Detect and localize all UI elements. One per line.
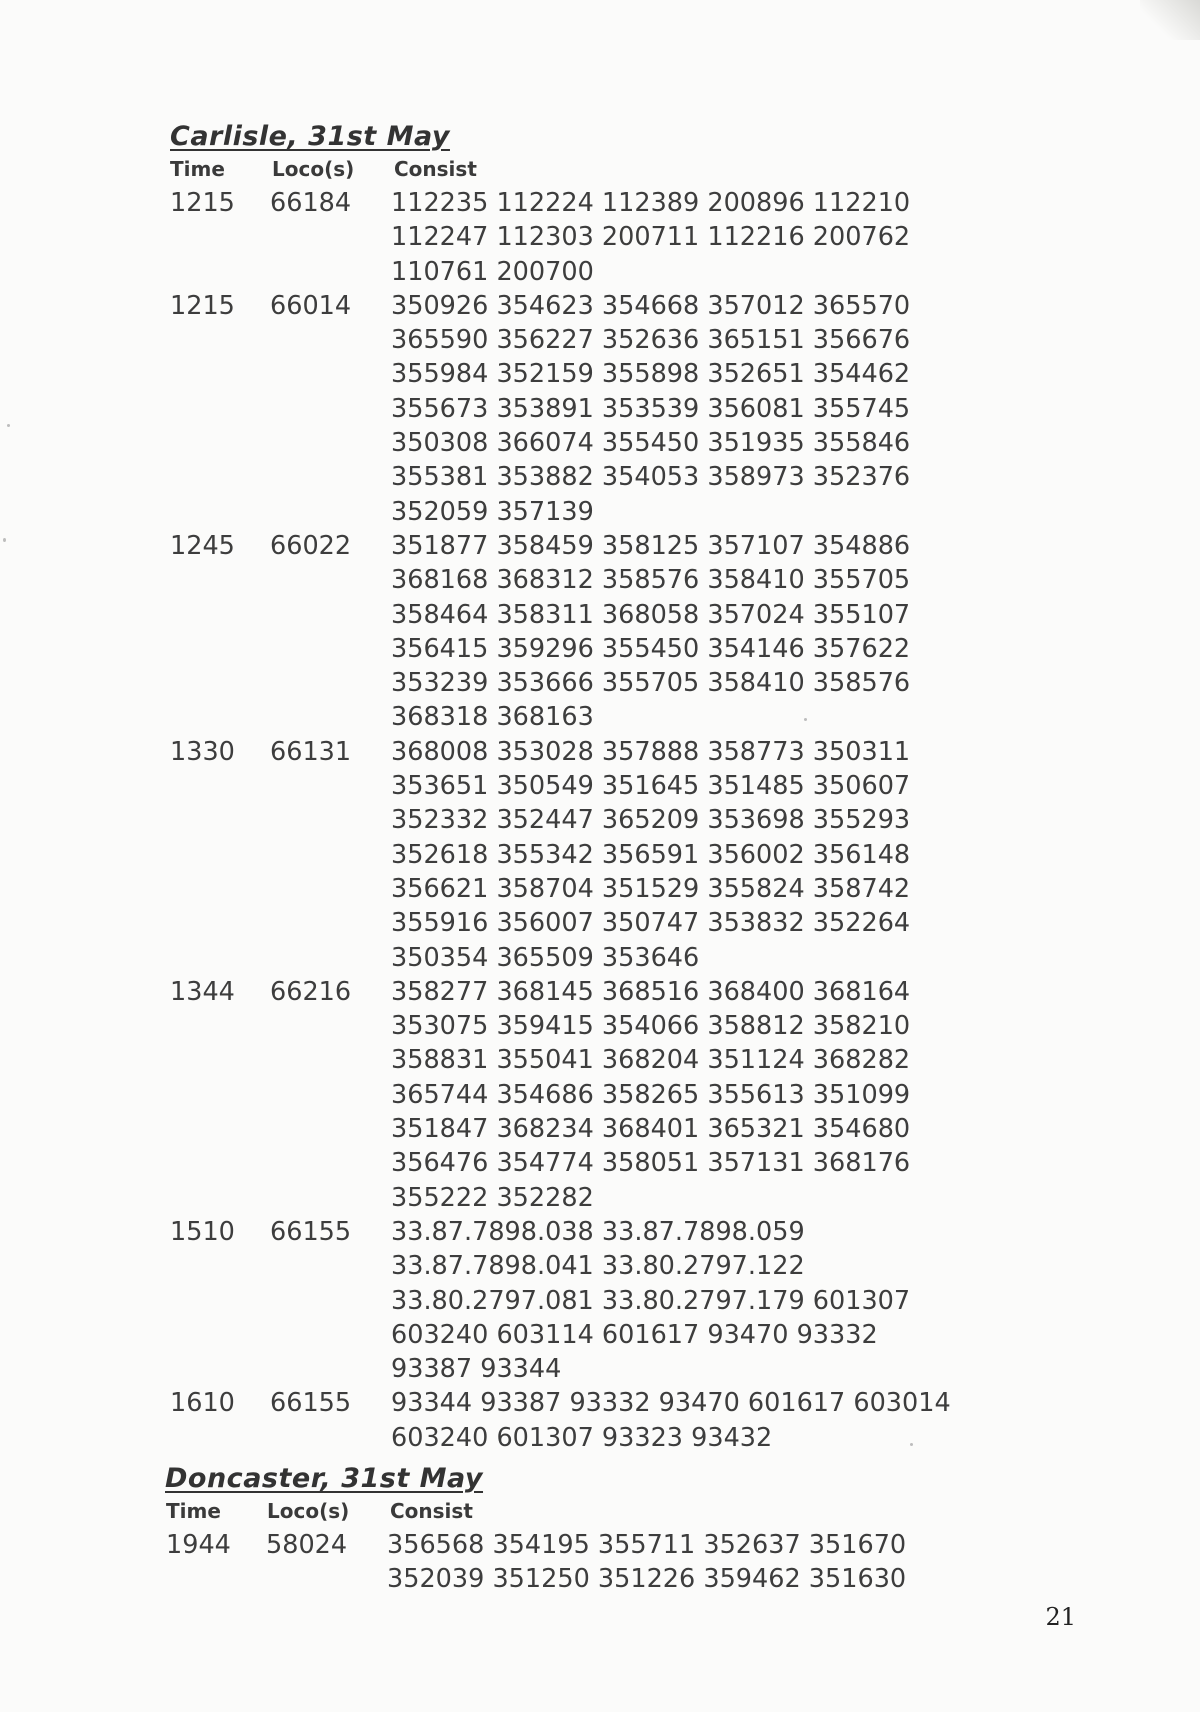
carlisle-movements [0,186,1200,1455]
row-loco: 66155 [270,1216,352,1247]
row-consist [391,1386,951,1455]
row-consist [391,1215,910,1386]
scan-speck [910,1443,913,1446]
consist-line: 356476 354774 358051 357131 368176 [391,1148,911,1179]
consist-line: 355381 353882 354053 358973 352376 [391,462,911,493]
row-time: 1330 [170,736,235,767]
row-loco: 66216 [270,976,352,1007]
consist-line: 351877 358459 358125 357107 354886 [391,530,911,561]
table-row [0,1386,1200,1455]
table-row [0,735,1200,975]
consist-line: 352618 355342 356591 356002 356148 [391,839,911,870]
consist-line: 365744 354686 358265 355613 351099 [391,1079,911,1110]
consist-line: 356568 354195 355711 352637 351670 [387,1530,907,1560]
consist-line: 350354 365509 353646 [391,942,700,973]
consist-line: 352039 351250 351226 359462 351630 [387,1564,907,1595]
row-time: 1510 [170,1216,235,1247]
row-time: 1344 [170,976,235,1007]
row-consist [391,186,910,289]
consist-line: 365590 356227 352636 365151 356676 [391,325,911,356]
row-time: 1245 [170,530,235,561]
table-row [0,1215,1200,1386]
consist-line: 112247 112303 200711 112216 200762 [391,222,911,253]
consist-line: 356621 358704 351529 355824 358742 [391,873,911,904]
page-number: 21 [1045,1603,1076,1631]
row-loco: 66184 [270,188,352,218]
consist-line: 355222 352282 [391,1182,594,1213]
header-consist: Consist [394,157,477,181]
row-time: 1215 [170,290,235,321]
consist-line: 355984 352159 355898 352651 354462 [391,359,911,390]
consist-line: 368008 353028 357888 358773 350311 [391,736,911,767]
consist-line: 355673 353891 353539 356081 355745 [391,393,911,424]
row-consist [391,529,910,735]
header-time: Time [166,1499,221,1523]
table-row [0,529,1200,735]
header-loco: Loco(s) [267,1499,350,1523]
scan-speck [804,718,807,721]
consist-line: 358277 368145 368516 368400 368164 [391,976,911,1007]
consist-line: 603240 601307 93323 93432 [391,1422,773,1453]
row-time: 1610 [170,1388,235,1419]
consist-line: 368318 368163 [391,702,594,733]
consist-line: 353651 350549 351645 351485 350607 [391,771,911,802]
row-time: 1215 [170,188,235,218]
section-title-carlisle: Carlisle, 31st May [170,121,450,152]
consist-line: 93387 93344 [391,1354,562,1385]
consist-line: 93344 93387 93332 93470 601617 603014 [391,1388,951,1419]
consist-line: 355916 356007 350747 353832 352264 [391,908,911,939]
consist-line: 358464 358311 368058 357024 355107 [391,599,911,630]
row-consist [391,735,910,975]
scan-speck [3,538,6,542]
row-consist [391,289,910,529]
consist-line: 352332 352447 365209 353698 355293 [391,805,911,836]
consist-line: 350926 354623 354668 357012 365570 [391,290,911,321]
header-loco: Loco(s) [272,157,355,181]
row-loco: 66022 [270,530,352,561]
consist-line: 351847 368234 368401 365321 354680 [391,1114,911,1145]
table-row [0,975,1200,1215]
row-consist [387,1528,906,1597]
row-consist [391,975,910,1215]
consist-line: 603240 603114 601617 93470 93332 [391,1319,878,1350]
consist-line: 110761 200700 [391,256,594,287]
consist-line: 358831 355041 368204 351124 368282 [391,1045,911,1076]
table-row [0,289,1200,529]
consist-line: 350308 366074 355450 351935 355846 [391,428,911,459]
consist-line: 352059 357139 [391,496,594,527]
section-title-doncaster: Doncaster, 31st May [165,1463,484,1494]
consist-line: 353239 353666 355705 358410 358576 [391,668,911,699]
header-time: Time [170,157,225,181]
consist-line: 368168 368312 358576 358410 355705 [391,565,911,596]
header-consist: Consist [390,1499,473,1523]
doncaster-movements [0,1528,1200,1597]
consist-line: 356415 359296 355450 354146 357622 [391,633,911,664]
scan-shadow [1140,0,1200,40]
scan-speck [7,424,10,427]
consist-line: 33.87.7898.038 33.87.7898.059 [391,1216,805,1247]
table-row [0,1528,1200,1597]
row-loco: 66155 [270,1388,352,1419]
row-time: 1944 [166,1530,231,1560]
row-loco: 66014 [270,290,352,321]
consist-line: 353075 359415 354066 358812 358210 [391,1011,911,1042]
consist-line: 33.87.7898.041 33.80.2797.122 [391,1251,805,1282]
table-row [0,186,1200,289]
row-loco: 66131 [270,736,352,767]
consist-line: 33.80.2797.081 33.80.2797.179 601307 [391,1285,911,1316]
row-loco: 58024 [266,1530,348,1560]
consist-line: 112235 112224 112389 200896 112210 [391,188,911,218]
